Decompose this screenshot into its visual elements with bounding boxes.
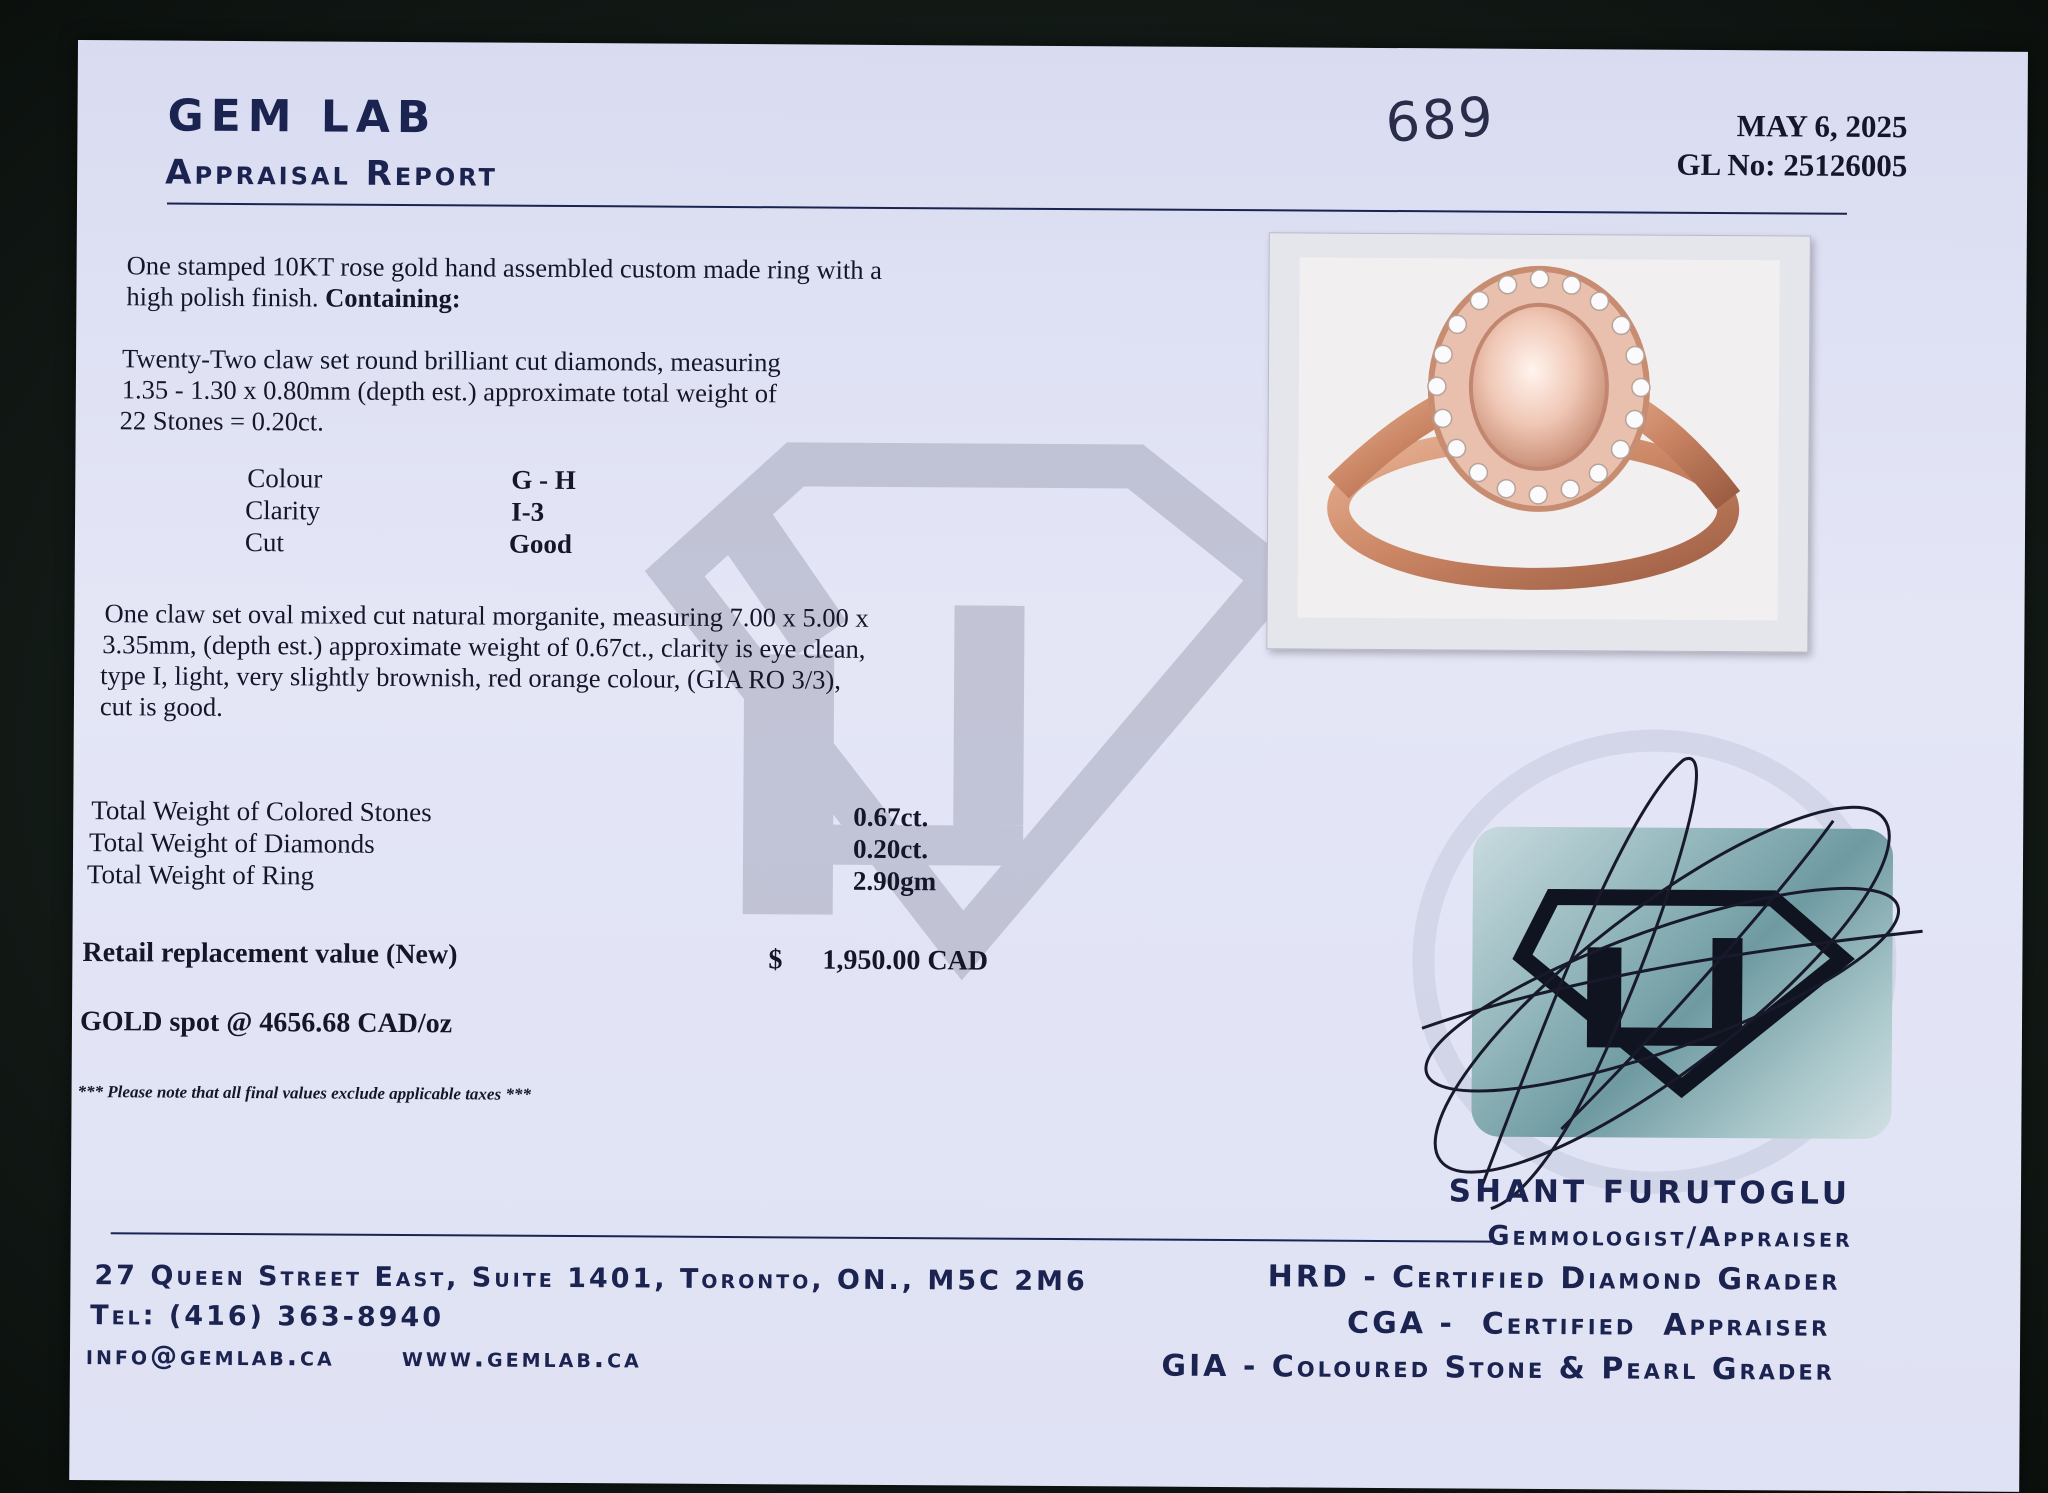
grade-label-clarity: Clarity bbox=[245, 495, 321, 526]
grade-value-cut: Good bbox=[508, 528, 573, 560]
ring-photo bbox=[1266, 232, 1811, 652]
grade-label-cut: Cut bbox=[244, 527, 285, 558]
total-value-colored-stones: 0.67ct. bbox=[853, 801, 929, 833]
morganite-line-3: type I, light, very slightly brownish, red orange colour, (GIA RO 3/3), bbox=[100, 660, 842, 695]
gl-number: GL No: 25126005 bbox=[1676, 146, 1908, 184]
grade-value-colour: G - H bbox=[511, 464, 576, 496]
footer-divider bbox=[111, 1232, 1496, 1242]
containing-label: Containing: bbox=[325, 282, 461, 314]
total-label-diamonds: Total Weight of Diamonds bbox=[89, 827, 375, 859]
ring-photo-frame bbox=[1297, 257, 1779, 620]
morganite-line-1: One claw set oval mixed cut natural morganite, measuring 7.00 x 5.00 x bbox=[104, 598, 869, 633]
credential-cga: CGA - Certified Appraiser bbox=[1346, 1305, 1831, 1344]
appraiser-title: Gemmologist/Appraiser bbox=[1487, 1220, 1853, 1254]
description-line-2-text: high polish finish. bbox=[126, 281, 326, 313]
credential-gia: GIA - Coloured Stone & Pearl Grader bbox=[1161, 1348, 1836, 1388]
total-label-ring: Total Weight of Ring bbox=[86, 859, 315, 891]
total-value-ring: 2.90gm bbox=[852, 865, 937, 897]
tax-note: *** Please note that all final values exclude applicable taxes *** bbox=[77, 1082, 531, 1104]
diamonds-line-2: 1.35 - 1.30 x 0.80mm (depth est.) approximate total weight of bbox=[121, 374, 777, 409]
credential-hrd: HRD - Certified Diamond Grader bbox=[1267, 1259, 1841, 1298]
gold-spot-price: GOLD spot @ 4656.68 CAD/oz bbox=[79, 1006, 453, 1040]
currency-symbol: $ bbox=[768, 944, 783, 976]
appraiser-name: SHANT FURUTOGLU bbox=[1448, 1173, 1852, 1212]
lab-website: www.gemlab.ca bbox=[401, 1342, 642, 1375]
diamonds-line-1: Twenty-Two claw set round brilliant cut diamonds, measuring bbox=[121, 343, 781, 378]
report-title: Appraisal Report bbox=[165, 152, 499, 195]
diamonds-line-3: 22 Stones = 0.20ct. bbox=[119, 405, 324, 437]
retail-value-amount: 1,950.00 CAD bbox=[822, 944, 989, 977]
ring-icon bbox=[1297, 257, 1779, 620]
lab-name: GEM LAB bbox=[167, 90, 438, 144]
morganite-line-2: 3.35mm, (depth est.) approximate weight of 0.67ct., clarity is eye clean, bbox=[102, 629, 866, 664]
morganite-line-4: cut is good. bbox=[99, 691, 223, 722]
grade-label-colour: Colour bbox=[247, 463, 323, 494]
header-divider bbox=[167, 203, 1847, 215]
description-line-2 bbox=[126, 281, 460, 314]
report-date: MAY 6, 2025 bbox=[1736, 108, 1908, 145]
lab-phone: Tel: (416) 363-8940 bbox=[90, 1300, 445, 1334]
gem-lab-watermark-icon bbox=[632, 423, 1335, 987]
lab-address: 27 Queen Street East, Suite 1401, Toronto, ON., M5C 2M6 bbox=[94, 1260, 1088, 1298]
total-label-colored-stones: Total Weight of Colored Stones bbox=[91, 795, 432, 828]
total-value-diamonds: 0.20ct. bbox=[852, 833, 929, 865]
appraisal-report-sheet bbox=[69, 40, 2028, 1492]
lab-email: info@gemlab.ca bbox=[85, 1340, 335, 1373]
grade-value-clarity: I-3 bbox=[511, 496, 545, 527]
handwritten-number: 689 bbox=[1383, 84, 1497, 155]
description-line-1: One stamped 10KT rose gold hand assembled custom made ring with a bbox=[126, 250, 883, 285]
retail-value-label: Retail replacement value (New) bbox=[82, 937, 458, 971]
